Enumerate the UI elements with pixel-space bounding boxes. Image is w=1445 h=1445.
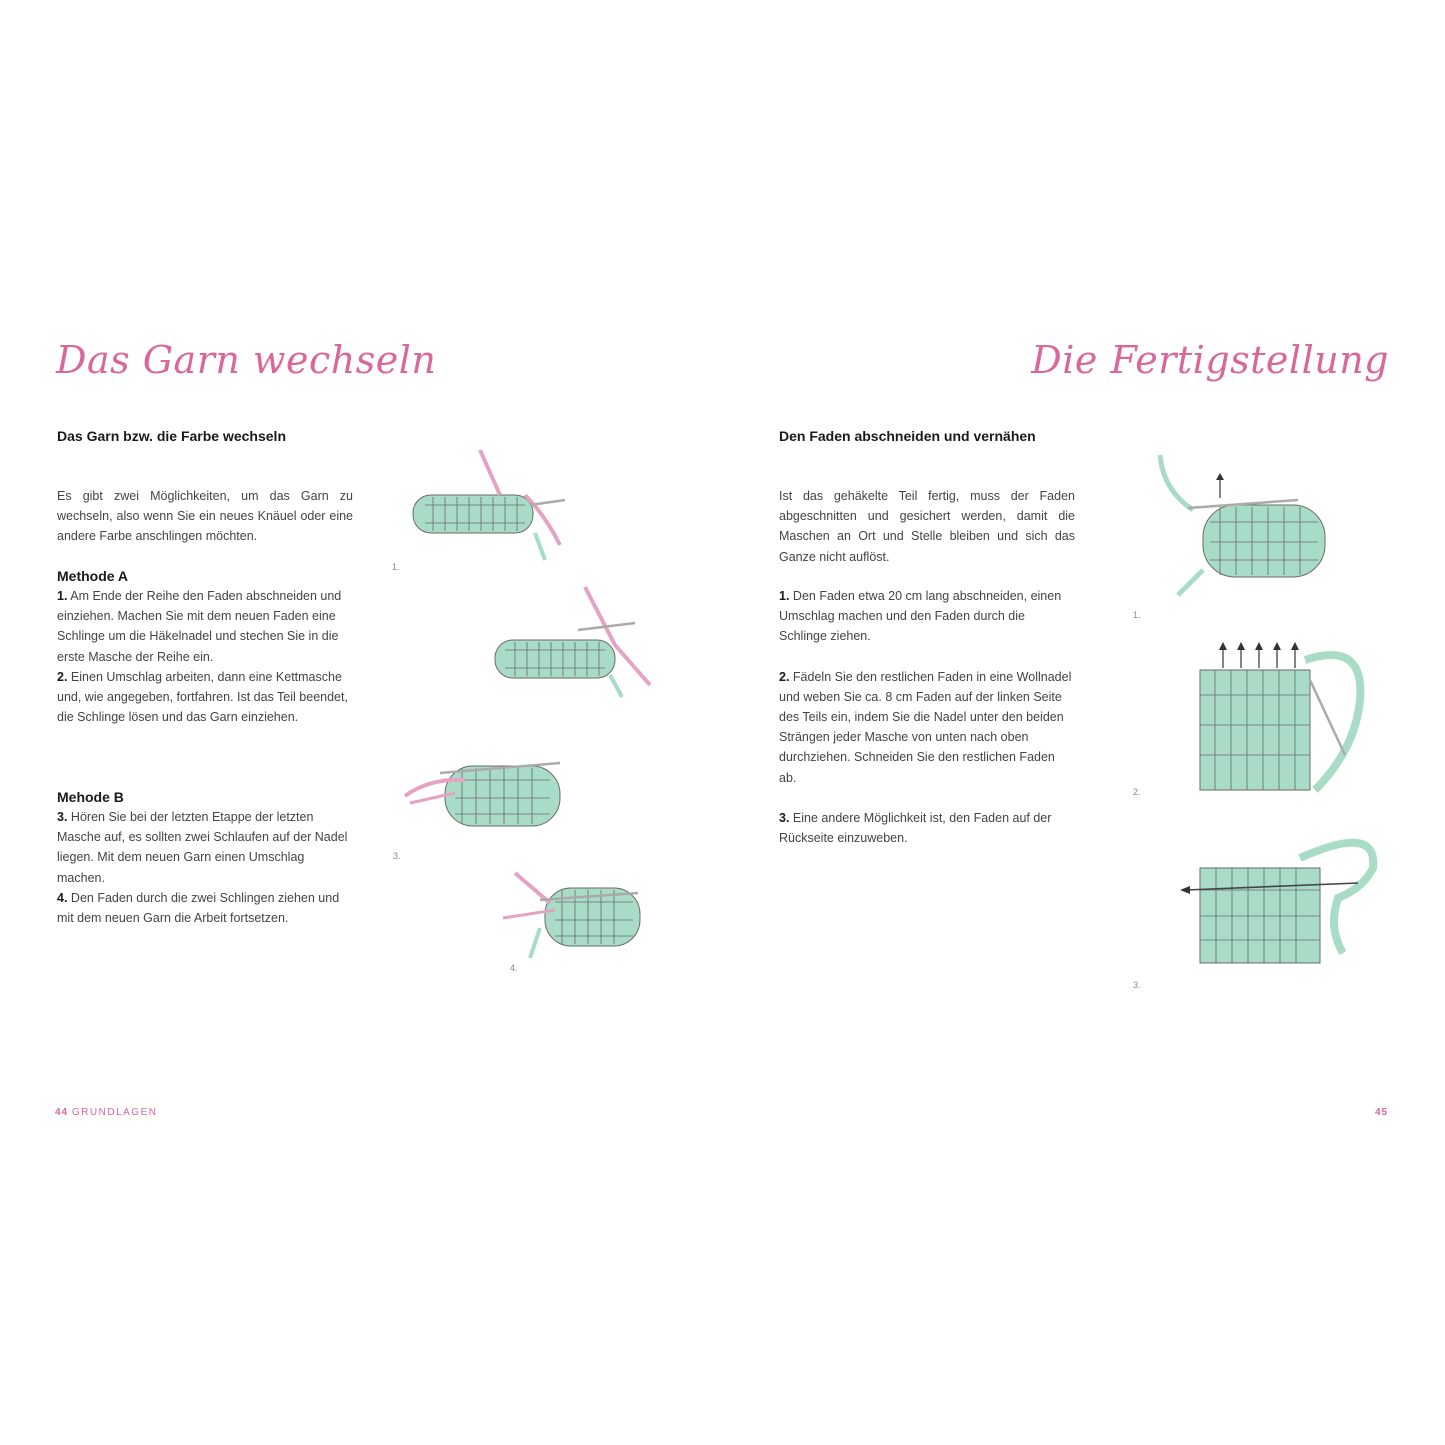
figure-label-4: 4.: [510, 963, 518, 973]
illustration-finish-2: [1195, 640, 1370, 795]
finishing-step-2: 2. Fädeln Sie den restlichen Faden in eine Wollnadel und weben Sie ca. 8 cm Faden auf der linken Seite des Teils ein, indem Sie die Nadel unter den beiden Strängen jeder Masche von unten nach oben durchziehen. Schneiden Sie den restlichen Faden ab.: [779, 669, 1072, 785]
method-b-heading: Mehode B: [57, 789, 124, 805]
step-1: 1. Am Ende der Reihe den Faden abschneiden und einziehen. Machen Sie mit dem neuen Faden eine Schlinge um die Häkelnadel und stechen Sie in die erste Masche der Reihe ein.: [57, 589, 342, 664]
illustration-finish-1: [1148, 450, 1333, 595]
section-heading-left: Das Garn bzw. die Farbe wechseln: [57, 428, 286, 444]
method-a-steps: [57, 586, 353, 727]
step-2: 2. Einen Umschlag arbeiten, dann eine Kettmasche und, wie angegeben, fortfahren. Ist das Teil beendet, die Schlinge lösen und das Garn einziehen.: [57, 669, 348, 725]
figure-label-3: 3.: [393, 851, 401, 861]
figure-label-1: 1.: [392, 562, 400, 572]
illustration-change-yarn-4: [500, 868, 645, 963]
page-title-right: Die Fertigstellung: [1031, 338, 1389, 382]
finishing-steps: [779, 586, 1075, 848]
illustration-change-yarn-2: [490, 585, 665, 700]
page-title-left: Das Garn wechseln: [56, 338, 437, 382]
footer-left: 44 GRUNDLAGEN: [55, 1107, 158, 1118]
intro-paragraph-left: Es gibt zwei Möglichkeiten, um das Garn zu wechseln, also wenn Sie ein neues Knäuel oder eine andere Farbe anschlingen möchten.: [57, 489, 353, 544]
method-a-heading: Methode A: [57, 568, 129, 584]
illustration-finish-3: [1178, 828, 1383, 968]
illustration-change-yarn-3: [400, 758, 570, 833]
footer-right: 45: [1375, 1107, 1389, 1118]
finishing-step-3: 3. Eine andere Möglichkeit ist, den Faden auf der Rückseite einzuweben.: [779, 810, 1052, 846]
method-b-steps: [57, 807, 353, 928]
finishing-figure-label-1: 1.: [1133, 610, 1141, 620]
finishing-step-1: 1. Den Faden etwa 20 cm lang abschneiden, einen Umschlag machen und den Faden durch die Schlinge ziehen.: [779, 589, 1062, 644]
illustration-change-yarn-1: [405, 445, 580, 570]
finishing-figure-label-3: 3.: [1133, 980, 1141, 990]
finishing-figure-label-2: 2.: [1133, 787, 1141, 797]
section-heading-right: Den Faden abschneiden und vernähen: [779, 428, 1036, 444]
step-4: 4. Den Faden durch die zwei Schlingen ziehen und mit dem neuen Garn die Arbeit fortsetzen.: [57, 890, 340, 926]
step-3: 3. Hören Sie bei der letzten Etappe der letzten Masche auf, es sollten zwei Schlaufen auf der Nadel liegen. Mit dem neuen Garn einen Umschlag machen.: [57, 810, 348, 885]
intro-paragraph-right: Ist das gehäkelte Teil fertig, muss der Faden abgeschnitten und gesichert werden, damit die Maschen an Ort und Stelle bleiben und sich das Ganze nicht auflöst.: [779, 489, 1075, 564]
